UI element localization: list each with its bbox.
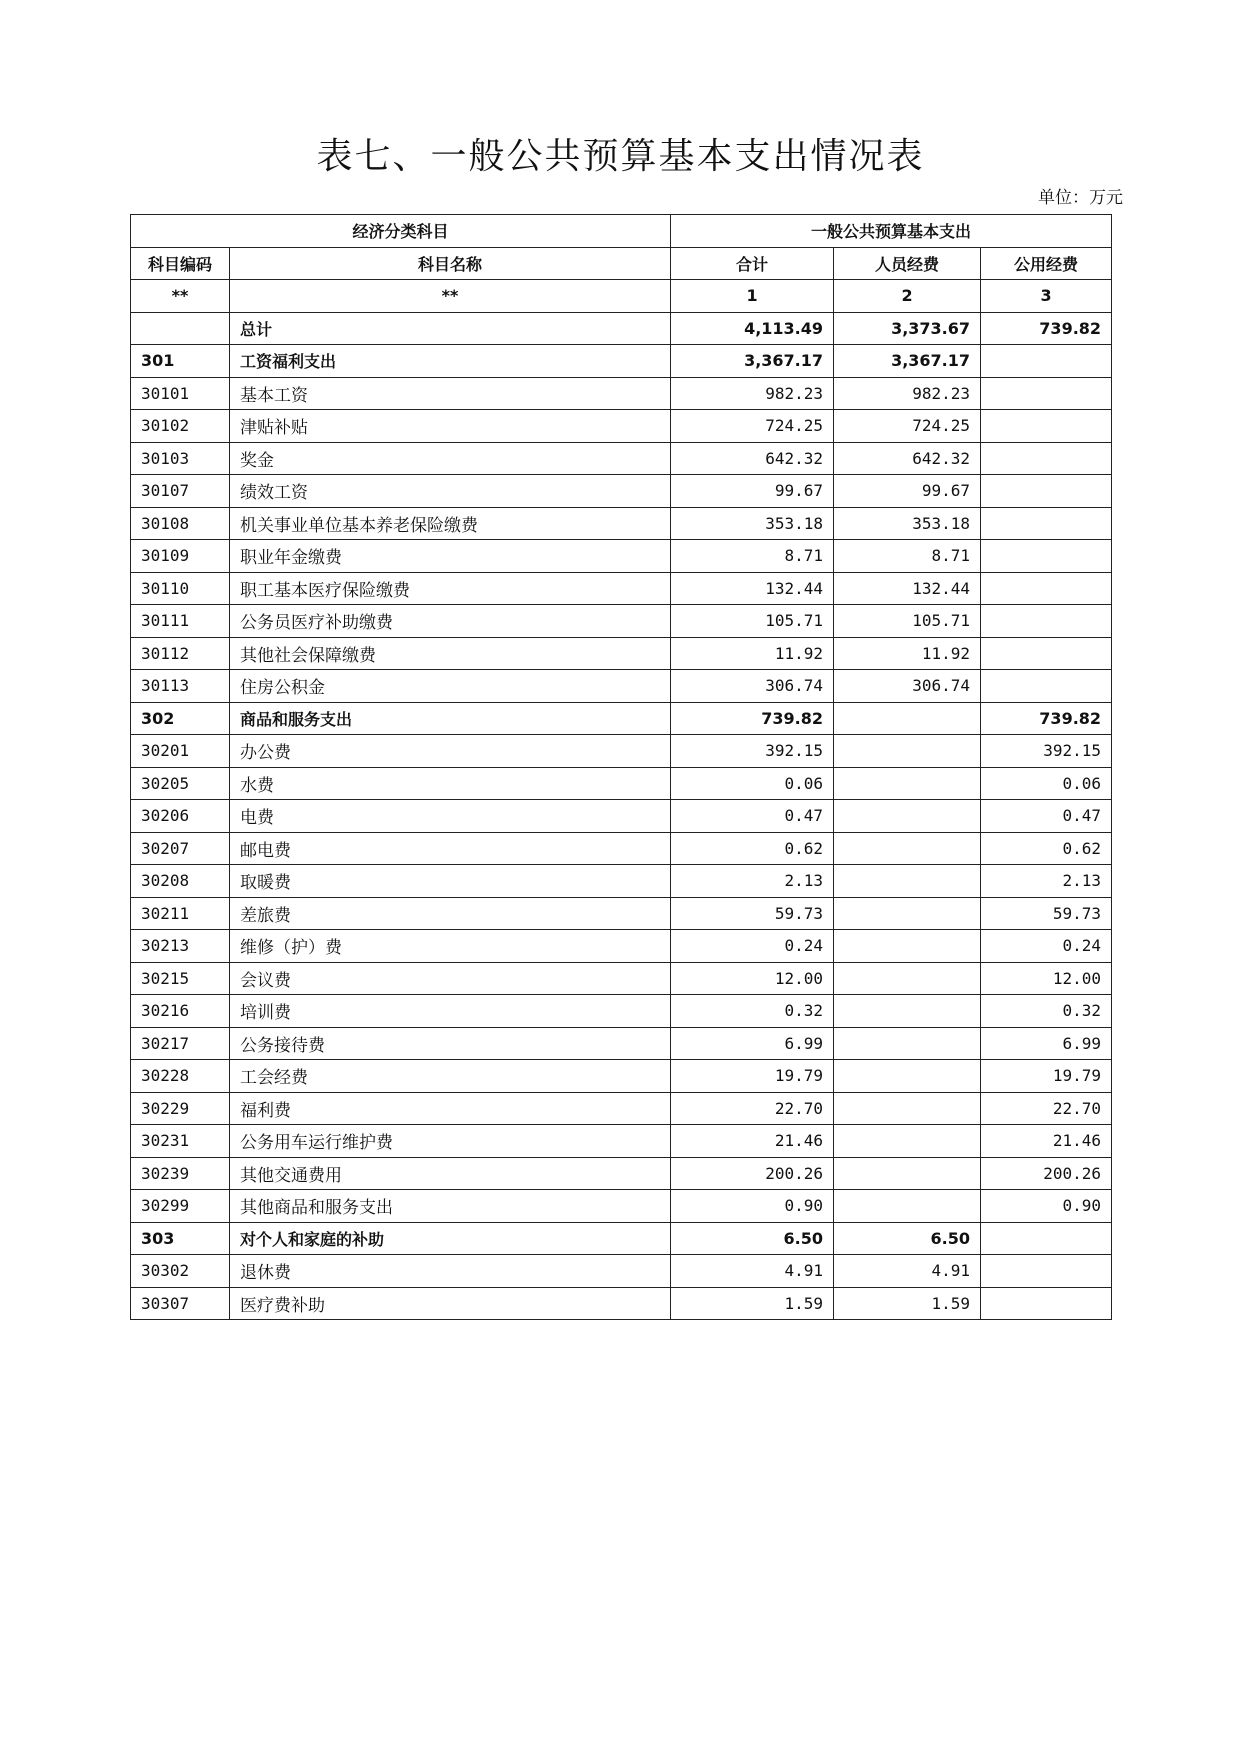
- table-row: [131, 605, 1112, 638]
- cell-public: 0.06: [981, 767, 1112, 800]
- cell-total: 724.25: [671, 410, 834, 443]
- cell-code: 30108: [131, 507, 230, 540]
- cell-personnel: [834, 865, 981, 898]
- cell-public: 200.26: [981, 1157, 1112, 1190]
- cell-name: 住房公积金: [230, 670, 671, 703]
- cell-total: 0.47: [671, 800, 834, 833]
- table-row: [131, 1190, 1112, 1223]
- cell-public: [981, 572, 1112, 605]
- cell-public: [981, 442, 1112, 475]
- cell-code: 30112: [131, 637, 230, 670]
- table-row: [131, 995, 1112, 1028]
- cell-public: 6.99: [981, 1027, 1112, 1060]
- cell-personnel: [834, 800, 981, 833]
- cell-name: 邮电费: [230, 832, 671, 865]
- table-row: [131, 1222, 1112, 1255]
- cell-code: 30299: [131, 1190, 230, 1223]
- cell-personnel: 3,373.67: [834, 312, 981, 345]
- cell-code: 30201: [131, 735, 230, 768]
- cell-public: [981, 345, 1112, 378]
- cell-personnel: [834, 735, 981, 768]
- cell-public: [981, 410, 1112, 443]
- table-row: [131, 410, 1112, 443]
- table-row: [131, 507, 1112, 540]
- cell-name: 取暖费: [230, 865, 671, 898]
- cell-personnel: [834, 832, 981, 865]
- cell-public: [981, 540, 1112, 573]
- cell-personnel: [834, 702, 981, 735]
- cell-code: 30207: [131, 832, 230, 865]
- cell-name: 职业年金缴费: [230, 540, 671, 573]
- cell-code: 30211: [131, 897, 230, 930]
- cell-name: 办公费: [230, 735, 671, 768]
- cell-personnel: 353.18: [834, 507, 981, 540]
- cell-code: 30302: [131, 1255, 230, 1288]
- cell-total: 6.99: [671, 1027, 834, 1060]
- cell-code: 30213: [131, 930, 230, 963]
- header-index-row: [131, 280, 1112, 313]
- cell-total: 4,113.49: [671, 312, 834, 345]
- header-total: 合计: [671, 247, 834, 280]
- cell-code: 30307: [131, 1287, 230, 1320]
- cell-name: 医疗费补助: [230, 1287, 671, 1320]
- cell-total: 4.91: [671, 1255, 834, 1288]
- cell-name: 培训费: [230, 995, 671, 1028]
- cell-code: 301: [131, 345, 230, 378]
- unit-label: 单位：万元: [1038, 188, 1123, 208]
- header-personnel: 人员经费: [834, 247, 981, 280]
- cell-personnel: 642.32: [834, 442, 981, 475]
- cell-name: 福利费: [230, 1092, 671, 1125]
- cell-code: 302: [131, 702, 230, 735]
- cell-personnel: 724.25: [834, 410, 981, 443]
- cell-name: 基本工资: [230, 377, 671, 410]
- table-row: [131, 735, 1112, 768]
- cell-total: 132.44: [671, 572, 834, 605]
- cell-code: [131, 312, 230, 345]
- cell-total: 99.67: [671, 475, 834, 508]
- cell-total: 200.26: [671, 1157, 834, 1190]
- cell-public: 59.73: [981, 897, 1112, 930]
- cell-code: 30102: [131, 410, 230, 443]
- cell-total: 12.00: [671, 962, 834, 995]
- table-row: [131, 1027, 1112, 1060]
- cell-name: 奖金: [230, 442, 671, 475]
- cell-public: 12.00: [981, 962, 1112, 995]
- cell-code: 30113: [131, 670, 230, 703]
- cell-code: 30239: [131, 1157, 230, 1190]
- cell-code: 30206: [131, 800, 230, 833]
- cell-public: [981, 670, 1112, 703]
- table-row: [131, 897, 1112, 930]
- cell-code: 30228: [131, 1060, 230, 1093]
- index-name: **: [230, 280, 671, 313]
- header-code: 科目编码: [131, 247, 230, 280]
- cell-name: 商品和服务支出: [230, 702, 671, 735]
- cell-personnel: 99.67: [834, 475, 981, 508]
- cell-public: 21.46: [981, 1125, 1112, 1158]
- cell-total: 0.62: [671, 832, 834, 865]
- cell-name: 绩效工资: [230, 475, 671, 508]
- cell-code: 303: [131, 1222, 230, 1255]
- cell-public: 392.15: [981, 735, 1112, 768]
- cell-total: 642.32: [671, 442, 834, 475]
- cell-public: [981, 1255, 1112, 1288]
- table-row: [131, 767, 1112, 800]
- cell-personnel: 132.44: [834, 572, 981, 605]
- cell-code: 30109: [131, 540, 230, 573]
- index-total: 1: [671, 280, 834, 313]
- header-name: 科目名称: [230, 247, 671, 280]
- cell-name: 公务接待费: [230, 1027, 671, 1060]
- cell-code: 30205: [131, 767, 230, 800]
- cell-total: 982.23: [671, 377, 834, 410]
- cell-personnel: 4.91: [834, 1255, 981, 1288]
- table-row: [131, 865, 1112, 898]
- cell-personnel: [834, 1060, 981, 1093]
- cell-personnel: [834, 1125, 981, 1158]
- cell-public: [981, 377, 1112, 410]
- cell-public: [981, 1222, 1112, 1255]
- index-public: 3: [981, 280, 1112, 313]
- cell-name: 会议费: [230, 962, 671, 995]
- cell-personnel: [834, 995, 981, 1028]
- header-column-row: [131, 247, 1112, 280]
- cell-total: 0.90: [671, 1190, 834, 1223]
- cell-name: 其他交通费用: [230, 1157, 671, 1190]
- cell-name: 公务用车运行维护费: [230, 1125, 671, 1158]
- cell-name: 退休费: [230, 1255, 671, 1288]
- cell-public: [981, 605, 1112, 638]
- cell-code: 30231: [131, 1125, 230, 1158]
- cell-name: 公务员医疗补助缴费: [230, 605, 671, 638]
- cell-public: [981, 475, 1112, 508]
- cell-personnel: [834, 1092, 981, 1125]
- cell-code: 30216: [131, 995, 230, 1028]
- table-row: [131, 832, 1112, 865]
- cell-personnel: 3,367.17: [834, 345, 981, 378]
- cell-personnel: 11.92: [834, 637, 981, 670]
- cell-name: 工资福利支出: [230, 345, 671, 378]
- table-row: [131, 1287, 1112, 1320]
- cell-public: 0.24: [981, 930, 1112, 963]
- cell-public: 0.47: [981, 800, 1112, 833]
- cell-personnel: 306.74: [834, 670, 981, 703]
- cell-personnel: 982.23: [834, 377, 981, 410]
- table-row: [131, 377, 1112, 410]
- cell-total: 8.71: [671, 540, 834, 573]
- cell-name: 津贴补贴: [230, 410, 671, 443]
- cell-total: 105.71: [671, 605, 834, 638]
- table-row: [131, 1125, 1112, 1158]
- cell-total: 6.50: [671, 1222, 834, 1255]
- table-row: [131, 540, 1112, 573]
- table-row: [131, 1255, 1112, 1288]
- cell-code: 30110: [131, 572, 230, 605]
- cell-public: 2.13: [981, 865, 1112, 898]
- cell-code: 30107: [131, 475, 230, 508]
- cell-personnel: [834, 930, 981, 963]
- cell-code: 30217: [131, 1027, 230, 1060]
- cell-personnel: [834, 962, 981, 995]
- cell-name: 电费: [230, 800, 671, 833]
- cell-public: 739.82: [981, 702, 1112, 735]
- cell-personnel: [834, 1157, 981, 1190]
- cell-personnel: [834, 1190, 981, 1223]
- cell-name: 工会经费: [230, 1060, 671, 1093]
- cell-public: 0.62: [981, 832, 1112, 865]
- table-row: [131, 345, 1112, 378]
- cell-public: 0.90: [981, 1190, 1112, 1223]
- cell-personnel: 1.59: [834, 1287, 981, 1320]
- cell-personnel: [834, 897, 981, 930]
- cell-total: 0.24: [671, 930, 834, 963]
- table-row: [131, 1060, 1112, 1093]
- cell-public: 22.70: [981, 1092, 1112, 1125]
- cell-personnel: 105.71: [834, 605, 981, 638]
- cell-total: 306.74: [671, 670, 834, 703]
- cell-code: 30229: [131, 1092, 230, 1125]
- cell-name: 机关事业单位基本养老保险缴费: [230, 507, 671, 540]
- cell-total: 739.82: [671, 702, 834, 735]
- cell-name: 其他商品和服务支出: [230, 1190, 671, 1223]
- cell-name: 对个人和家庭的补助: [230, 1222, 671, 1255]
- cell-public: 0.32: [981, 995, 1112, 1028]
- table-row: [131, 800, 1112, 833]
- cell-code: 30215: [131, 962, 230, 995]
- cell-total: 22.70: [671, 1092, 834, 1125]
- table-row: [131, 962, 1112, 995]
- cell-name: 职工基本医疗保险缴费: [230, 572, 671, 605]
- cell-total: 21.46: [671, 1125, 834, 1158]
- table-row: [131, 312, 1112, 345]
- cell-personnel: [834, 767, 981, 800]
- index-code: **: [131, 280, 230, 313]
- cell-public: [981, 507, 1112, 540]
- header-group-left: 经济分类科目: [131, 215, 671, 248]
- cell-code: 30101: [131, 377, 230, 410]
- cell-name: 总计: [230, 312, 671, 345]
- cell-public: 19.79: [981, 1060, 1112, 1093]
- table-row: [131, 930, 1112, 963]
- cell-public: [981, 1287, 1112, 1320]
- header-public: 公用经费: [981, 247, 1112, 280]
- table-row: [131, 442, 1112, 475]
- cell-total: 353.18: [671, 507, 834, 540]
- table-row: [131, 702, 1112, 735]
- table-row: [131, 1157, 1112, 1190]
- cell-total: 3,367.17: [671, 345, 834, 378]
- table-row: [131, 637, 1112, 670]
- cell-code: 30208: [131, 865, 230, 898]
- cell-name: 其他社会保障缴费: [230, 637, 671, 670]
- budget-table: [130, 214, 1112, 1320]
- cell-total: 2.13: [671, 865, 834, 898]
- cell-name: 维修（护）费: [230, 930, 671, 963]
- cell-total: 19.79: [671, 1060, 834, 1093]
- cell-total: 0.32: [671, 995, 834, 1028]
- table-row: [131, 670, 1112, 703]
- cell-public: [981, 637, 1112, 670]
- page-title: 表七、一般公共预算基本支出情况表: [316, 136, 925, 177]
- cell-personnel: 6.50: [834, 1222, 981, 1255]
- cell-name: 水费: [230, 767, 671, 800]
- table-row: [131, 1092, 1112, 1125]
- cell-name: 差旅费: [230, 897, 671, 930]
- table-row: [131, 475, 1112, 508]
- cell-code: 30111: [131, 605, 230, 638]
- cell-code: 30103: [131, 442, 230, 475]
- cell-personnel: 8.71: [834, 540, 981, 573]
- cell-total: 392.15: [671, 735, 834, 768]
- cell-total: 1.59: [671, 1287, 834, 1320]
- table-row: [131, 572, 1112, 605]
- index-personnel: 2: [834, 280, 981, 313]
- header-group-row: [131, 215, 1112, 248]
- cell-total: 11.92: [671, 637, 834, 670]
- header-group-right: 一般公共预算基本支出: [671, 215, 1112, 248]
- cell-public: 739.82: [981, 312, 1112, 345]
- cell-personnel: [834, 1027, 981, 1060]
- cell-total: 59.73: [671, 897, 834, 930]
- cell-total: 0.06: [671, 767, 834, 800]
